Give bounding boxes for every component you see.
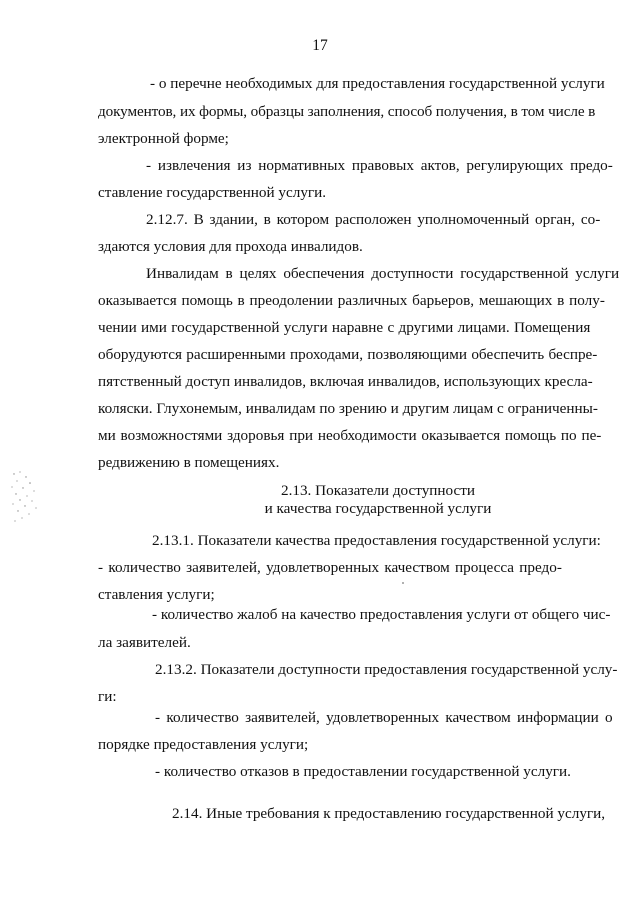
section-heading: и качества государственной услуги [264,500,492,517]
text-line: порядке предоставления услуги; [98,736,309,753]
text-line: 2.14. Иные требования к предоставлению государственной услуги, [172,805,606,822]
text-line: документов, их формы, образцы заполнения, способ получения, в том числе в [98,103,596,120]
text-line: ла заявителей. [98,634,191,651]
text-line: чении ими государственной услуги наравне с другими лицами. Помещения [98,319,591,336]
text-line: - извлечения из нормативных правовых актов, регулирующих предо- [146,157,613,174]
text-line: - количество отказов в предоставлении государственной услуги. [155,763,571,780]
text-line: оборудуются расширенными проходами, позволяющими обеспечить беспре- [98,346,598,363]
section-heading: 2.13. Показатели доступности [280,482,476,499]
text-line: - о перечне необходимых для предоставления государственной услуги [150,75,605,92]
text-line: - количество заявителей, удовлетворенных качеством информации о [155,709,613,726]
text-line: Инвалидам в целях обеспечения доступности государственной услуги [146,265,620,282]
text-line: оказывается помощь в преодолении различных барьеров, мешающих в полу- [98,292,605,309]
text-line: пятственный доступ инвалидов, включая инвалидов, использующих кресла- [98,373,593,390]
text-line: - количество заявителей, удовлетворенных качеством процесса предо- [98,559,562,576]
text-line: здаются условия для прохода инвалидов. [98,238,363,255]
text-line: электронной форме; [98,130,229,147]
text-line: редвижению в помещениях. [98,454,280,471]
text-line: 2.12.7. В здании, в котором расположен уполномоченный орган, со- [146,211,601,228]
text-line: 2.13.2. Показатели доступности предоставления государственной услу- [155,661,618,678]
text-line: 2.13.1. Показатели качества предоставления государственной услуги: [152,532,601,549]
scan-speckle [8,468,44,526]
scan-dot [402,582,404,584]
text-line: - количество жалоб на качество предоставления услуги от общего чис- [152,606,611,623]
page-number: 17 [312,37,328,54]
text-line: коляски. Глухонемым, инвалидам по зрению и другим лицам с ограниченны- [98,400,598,417]
text-line: ги: [98,688,117,705]
text-line: ми возможностями здоровья при необходимости оказывается помощь по пе- [98,427,602,444]
text-line: ставление государственной услуги. [98,184,327,201]
text-line: ставления услуги; [98,586,215,603]
